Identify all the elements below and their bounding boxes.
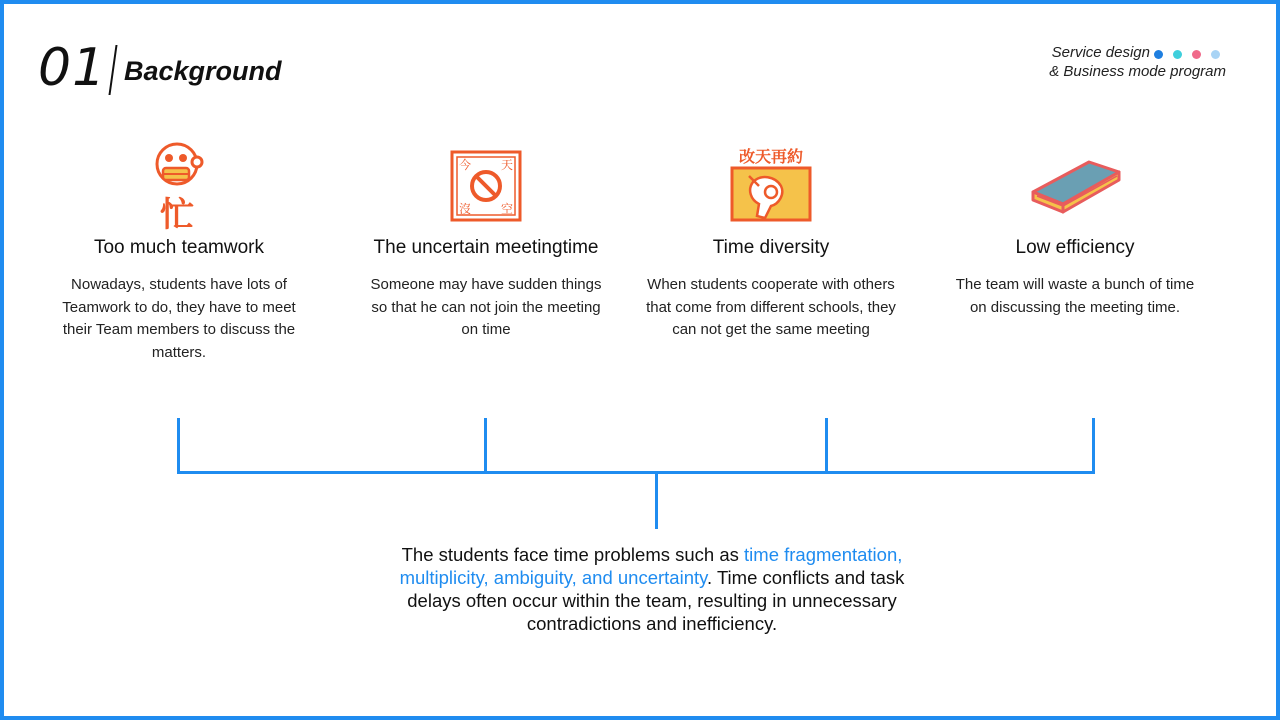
section-title: Background — [124, 56, 282, 86]
card-title: Too much teamwork — [93, 237, 264, 258]
dot-1 — [1154, 50, 1163, 59]
ok-hand-icon — [646, 140, 896, 232]
book-icon — [950, 140, 1200, 232]
dot-3 — [1192, 50, 1201, 59]
svg-text:今: 今 — [458, 158, 472, 172]
connector-horizontal — [177, 471, 1095, 474]
svg-text:改天再約: 改天再約 — [738, 147, 804, 166]
summary-text — [390, 543, 914, 635]
svg-text:沒: 沒 — [458, 202, 472, 216]
summary-after: . Time conflicts and task delays often occur within the team, resulting in unnecessary contradictions and inefficiency. — [407, 567, 905, 634]
no-time-stamp-icon — [361, 140, 611, 232]
busy-robot-icon — [54, 140, 304, 232]
card-title: The uncertain meetingtime — [373, 237, 599, 258]
summary-before: The students face time problems such as — [401, 544, 745, 565]
card-description: Nowadays, students have lots of Teamwork to do, they have to meet their Team members to discuss the matters. — [62, 276, 296, 361]
svg-text:忙: 忙 — [160, 195, 194, 230]
section-divider — [108, 45, 117, 95]
card-title: Low efficiency — [1015, 237, 1135, 258]
card-description: Someone may have sudden things so that he can not join the meeting on time — [370, 276, 602, 338]
connector-vertical-3 — [825, 418, 828, 474]
summary-highlight: time fragmentation, multiplicity, ambiguity, and uncertainty — [399, 544, 903, 588]
card-title: Time diversity — [712, 237, 830, 258]
tagline — [1049, 43, 1226, 81]
svg-text:天: 天 — [500, 158, 514, 172]
card-description: When students cooperate with others that come from different schools, they can not get the same meeting — [646, 276, 896, 338]
card-description: The team will waste a bunch of time on discussing the meeting time. — [955, 276, 1195, 316]
problem-card-teamwork — [54, 140, 304, 364]
dot-2 — [1173, 50, 1182, 59]
connector-stem — [655, 471, 658, 529]
section-number: 01 — [38, 38, 107, 98]
dot-4 — [1211, 50, 1220, 59]
tagline-line-2: & Business mode program — [1049, 63, 1226, 80]
problem-card-efficiency — [950, 140, 1200, 319]
problem-card-meetingtime — [361, 140, 611, 342]
connector-vertical-4 — [1092, 418, 1095, 474]
problem-card-diversity — [646, 140, 896, 342]
connector-vertical-1 — [177, 418, 180, 474]
decorative-dots — [1154, 50, 1220, 59]
connector-vertical-2 — [484, 418, 487, 474]
svg-text:空: 空 — [500, 202, 514, 216]
tagline-line-1: Service design — [1051, 44, 1150, 61]
